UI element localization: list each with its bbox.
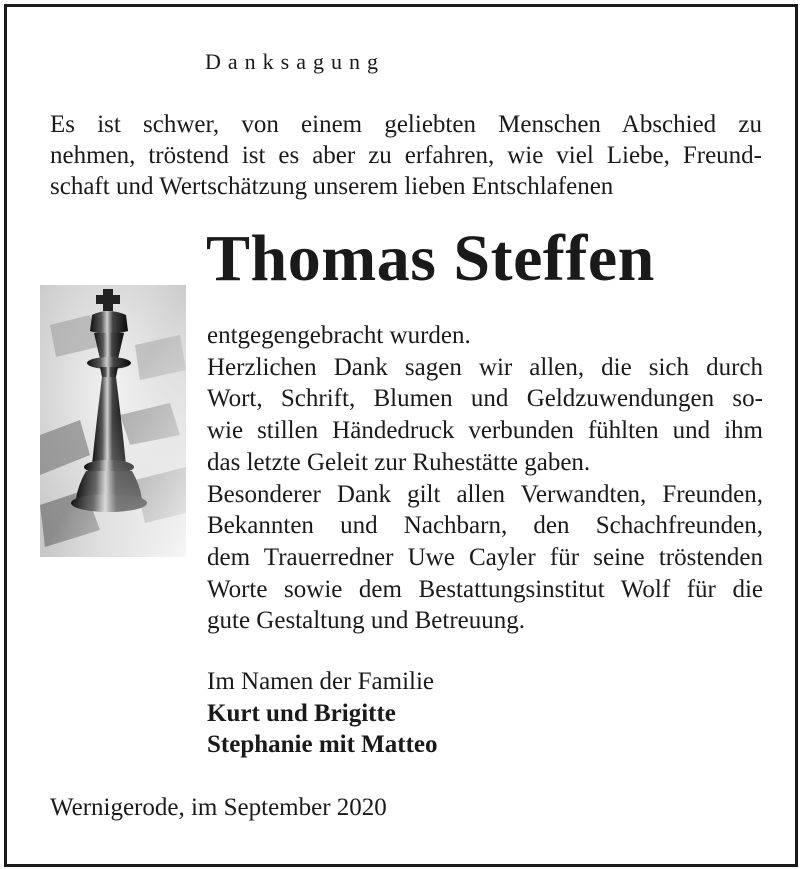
signature-intro: Im Namen der Familie [207, 668, 435, 695]
signature-name: Stephanie mit Matteo [207, 731, 438, 758]
intro-line: schaft und Wertschätzung unserem lieben Entschlafenen [50, 173, 614, 200]
body-line: entgegengebracht wurden. [207, 322, 471, 349]
body-line: wie stillen Händedruck verbunden fühlten und ihm [207, 417, 763, 445]
deceased-name: Thomas Steffen [206, 222, 655, 295]
body-line: das letzte Geleit zur Ruhestätte gaben. [207, 448, 591, 476]
body-line: Bekannten und Nachbarn, den Schachfreunden, [207, 512, 763, 540]
body-line: Worte sowie dem Bestattungsinstitut Wolf für die [207, 575, 763, 603]
body-line: Besonderer Dank gilt allen Verwandten, Freunden, [207, 480, 763, 508]
chess-king-image [40, 285, 186, 557]
intro-line: Es ist schwer, von einem geliebten Menschen Abschied zu [50, 111, 762, 138]
intro-line: nehmen, tröstend ist es aber zu erfahren, wie viel Liebe, Freund- [50, 142, 762, 169]
body-line: gute Gestaltung und Betreuung. [207, 607, 525, 635]
body-line: Wort, Schrift, Blumen und Geldzuwendungen so- [207, 385, 763, 413]
body-line: Herzlichen Dank sagen wir allen, die sich durch [207, 353, 763, 381]
notice-heading: Danksagung [205, 49, 385, 74]
signature-name: Kurt und Brigitte [207, 699, 396, 727]
body-line: dem Trauerredner Uwe Cayler für seine tröstenden [207, 543, 763, 571]
obituary-notice-frame [4, 4, 798, 867]
family-signature [207, 666, 438, 761]
thanks-paragraph [207, 320, 763, 637]
intro-paragraph [50, 109, 762, 202]
chess-king-icon [40, 285, 186, 557]
place-and-date: Wernigerode, im September 2020 [50, 794, 387, 821]
